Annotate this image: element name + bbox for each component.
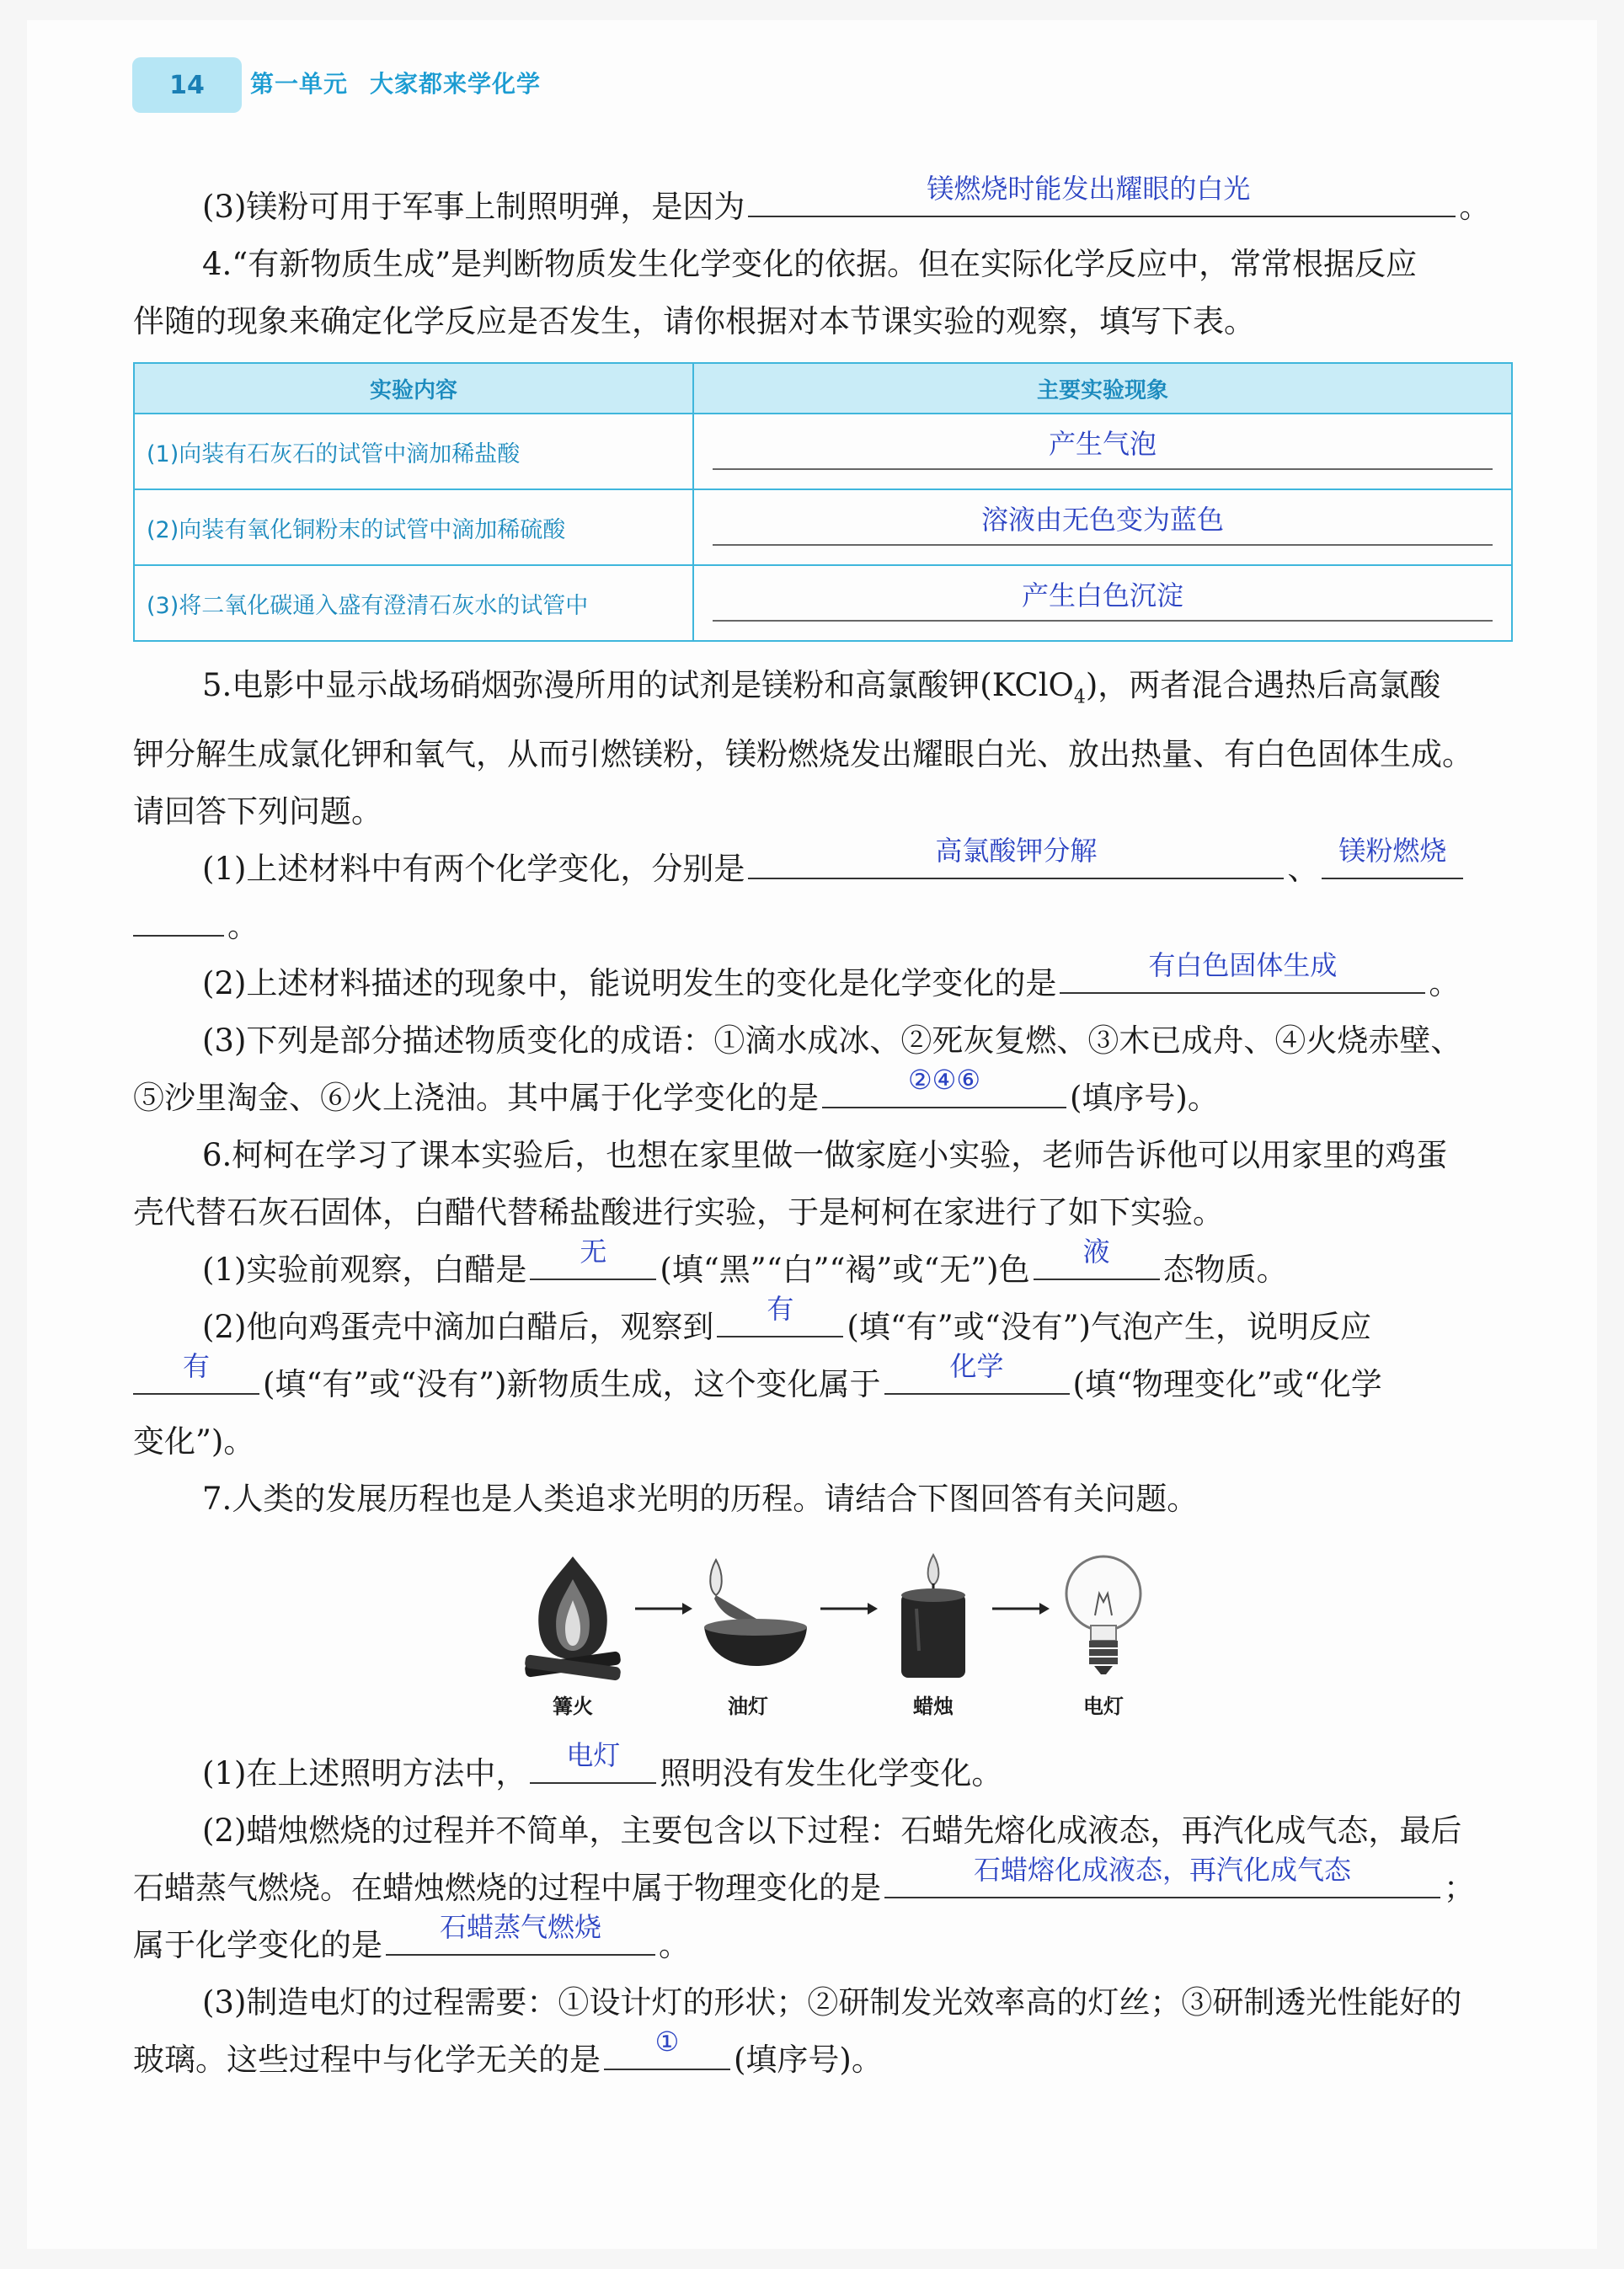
answer-text: 有白色固体生成	[1148, 949, 1338, 982]
table-row	[134, 414, 1512, 489]
answer-text: 石蜡熔化成液态，再汽化成气态	[973, 1854, 1351, 1887]
question-5-3-line2: ⑤沙里淘金、⑥火上浇油。其中属于化学变化的是 ②④⑥ (填序号)。	[133, 1064, 1219, 1117]
answer-blank[interactable]	[748, 173, 1456, 217]
answer-blank[interactable]	[530, 1236, 656, 1280]
answer-text: 高氯酸钾分解	[935, 835, 1098, 868]
question-7-2-line1: (2)蜡烛燃烧的过程并不简单，主要包含以下过程：石蜡先熔化成液态，再汽化成气态，最后	[202, 1813, 1462, 1850]
answer-text: ①	[654, 2026, 680, 2058]
answer-text: 有	[767, 1293, 794, 1326]
answer-blank[interactable]	[604, 2026, 730, 2070]
question-4-line1: 4.“有新物质生成”是判断物质发生化学变化的依据。但在实际化学反应中，常常根据反应	[202, 246, 1418, 282]
answer-text: 化学	[949, 1350, 1004, 1383]
answer-blank[interactable]	[748, 835, 1284, 879]
lighting-history-figure	[133, 1550, 1536, 1735]
question-6-2-cont: 有 (填“有”或“没有”)新物质生成，这个变化属于 化学 (填“物理变化”或“化学	[133, 1356, 1536, 1413]
question-text: (3)镁粉可用于军事上制照明弹，是因为	[202, 189, 745, 225]
figure-label: 篝火	[553, 1695, 593, 1719]
question-7-2-line3: 属于化学变化的是 石蜡蒸气燃烧 。	[133, 1911, 690, 1964]
question-7-3-line1: (3)制造电灯的过程需要：①设计灯的形状；②研制发光效率高的灯丝；③研制透光性能好的	[202, 1984, 1462, 2021]
unit-title	[250, 66, 541, 99]
answer-blank[interactable]	[1034, 1236, 1160, 1280]
question-7-2-line2: 石蜡蒸气燃烧。在蜡烛燃烧的过程中属于物理变化的是 石蜡熔化成液态，再汽化成气态 ；	[133, 1854, 1475, 1907]
answer-blank[interactable]	[1322, 835, 1463, 879]
candle-figure	[874, 1550, 992, 1719]
answer-line	[713, 620, 1493, 622]
answer-text: 镁粉燃烧	[1338, 835, 1447, 868]
question-6-2: (2)他向鸡蛋壳中滴加白醋后，观察到 有 (填“有”或“没有”)气泡产生，说明反应	[202, 1293, 1371, 1346]
row-content: (3)将二氧化碳通入盛有澄清石灰水的试管中	[134, 565, 693, 641]
answer-text: 无	[580, 1236, 607, 1268]
answer-text: 电灯	[566, 1739, 621, 1772]
page-header	[27, 20, 1597, 130]
table-row	[134, 489, 1512, 565]
answer-text: 有	[182, 1350, 210, 1383]
question-7-1: (1)在上述照明方法中， 电灯 照明没有发生化学变化。	[202, 1739, 1003, 1792]
figure-label: 蜡烛	[913, 1695, 954, 1719]
question-6-2-line3: 变化”)。	[133, 1423, 255, 1460]
figure-label: 油灯	[728, 1695, 768, 1719]
header-phenomenon: 主要实验现象	[693, 363, 1512, 414]
answer-blank[interactable]	[884, 1350, 1070, 1395]
row-content: (1)向装有石灰石的试管中滴加稀盐酸	[134, 414, 693, 489]
answer-blank[interactable]	[822, 1064, 1066, 1108]
bonfire-icon	[518, 1550, 628, 1684]
workbook-page	[27, 20, 1597, 2249]
question-5-1: (1)上述材料中有两个化学变化，分别是 高氯酸钾分解 、 镁粉燃烧	[133, 841, 1536, 898]
answer-blank[interactable]	[386, 1911, 655, 1956]
answer-text: 镁燃烧时能发出耀眼的白光	[927, 173, 1251, 205]
question-6-line1: 6.柯柯在学习了课本实验后，也想在家里做一做家庭小实验，老师告诉他可以用家里的鸡蛋	[202, 1137, 1448, 1174]
question-5-line3: 请回答下列问题。	[133, 793, 382, 830]
arrow-icon	[819, 1600, 878, 1617]
light-bulb-figure	[1044, 1550, 1162, 1719]
row-answer: 溶液由无色变为蓝色	[980, 504, 1224, 536]
oil-lamp-icon	[689, 1550, 815, 1684]
question-5-line2: 钾分解生成氯化钾和氧气，从而引燃镁粉，镁粉燃烧发出耀眼白光、放出热量、有白色固体生成。	[133, 736, 1473, 773]
question-5-1-cont: 。	[133, 898, 1536, 955]
arrow-icon	[991, 1600, 1050, 1617]
question-6-line2: 壳代替石灰石固体，白醋代替稀盐酸进行实验，于是柯柯在家进行了如下实验。	[133, 1194, 1224, 1231]
question-7-line1: 7.人类的发展历程也是人类追求光明的历程。请结合下图回答有关问题。	[202, 1481, 1199, 1518]
arrow-icon	[633, 1600, 692, 1617]
row-answer: 产生气泡	[1048, 428, 1157, 460]
answer-text: 石蜡蒸气燃烧	[439, 1911, 601, 1944]
question-6-1: (1)实验前观察，白醋是 无 (填“黑”“白”“褐”或“无”)色 液 态物质。	[202, 1236, 1288, 1289]
answer-blank[interactable]	[530, 1739, 656, 1784]
row-answer: 产生白色沉淀	[1021, 579, 1183, 611]
question-5-line1: 5.电影中显示战场硝烟弥漫所用的试剂是镁粉和高氯酸钾(KClO$_4$)，两者混合遇热后高氯酸	[202, 667, 1441, 708]
answer-blank[interactable]	[1060, 949, 1425, 994]
content	[133, 173, 1536, 2089]
answer-blank-cont[interactable]	[133, 900, 224, 937]
figure-label: 电灯	[1083, 1695, 1124, 1719]
candle-icon	[879, 1550, 988, 1684]
question-5-3-line1: (3)下列是部分描述物质变化的成语：①滴水成冰、②死灰复燃、③木已成舟、④火烧赤壁、	[202, 1022, 1462, 1060]
bonfire-figure	[514, 1550, 632, 1719]
page-number: 14	[132, 57, 242, 113]
oil-lamp-figure	[689, 1550, 807, 1719]
answer-line	[713, 544, 1493, 546]
row-answer-cell[interactable]	[693, 489, 1512, 565]
question-4-line2: 伴随的现象来确定化学反应是否发生，请你根据对本节课实验的观察，填写下表。	[133, 303, 1255, 339]
row-answer-cell[interactable]	[693, 565, 1512, 641]
row-answer-cell[interactable]	[693, 414, 1512, 489]
answer-text: 液	[1082, 1236, 1110, 1268]
answer-blank[interactable]	[133, 1350, 259, 1395]
light-bulb-icon	[1049, 1550, 1158, 1684]
question-3-3: (3)镁粉可用于军事上制照明弹，是因为 镁燃烧时能发出耀眼的白光 。	[202, 173, 1491, 225]
answer-line	[713, 468, 1493, 470]
table-row	[134, 565, 1512, 641]
question-7-3-line2: 玻璃。这些过程中与化学无关的是 ① (填序号)。	[133, 2026, 883, 2079]
row-content: (2)向装有氧化铜粉末的试管中滴加稀硫酸	[134, 489, 693, 565]
answer-blank[interactable]	[717, 1293, 843, 1337]
answer-text: ②④⑥	[907, 1064, 981, 1097]
answer-blank[interactable]	[884, 1854, 1440, 1898]
unit-name: 大家都来学化学	[370, 70, 542, 98]
unit-label: 第一单元	[250, 70, 349, 98]
experiment-table	[133, 362, 1513, 642]
header-content: 实验内容	[134, 363, 693, 414]
question-5-2: (2)上述材料描述的现象中，能说明发生的变化是化学变化的是 有白色固体生成 。	[202, 949, 1461, 1002]
